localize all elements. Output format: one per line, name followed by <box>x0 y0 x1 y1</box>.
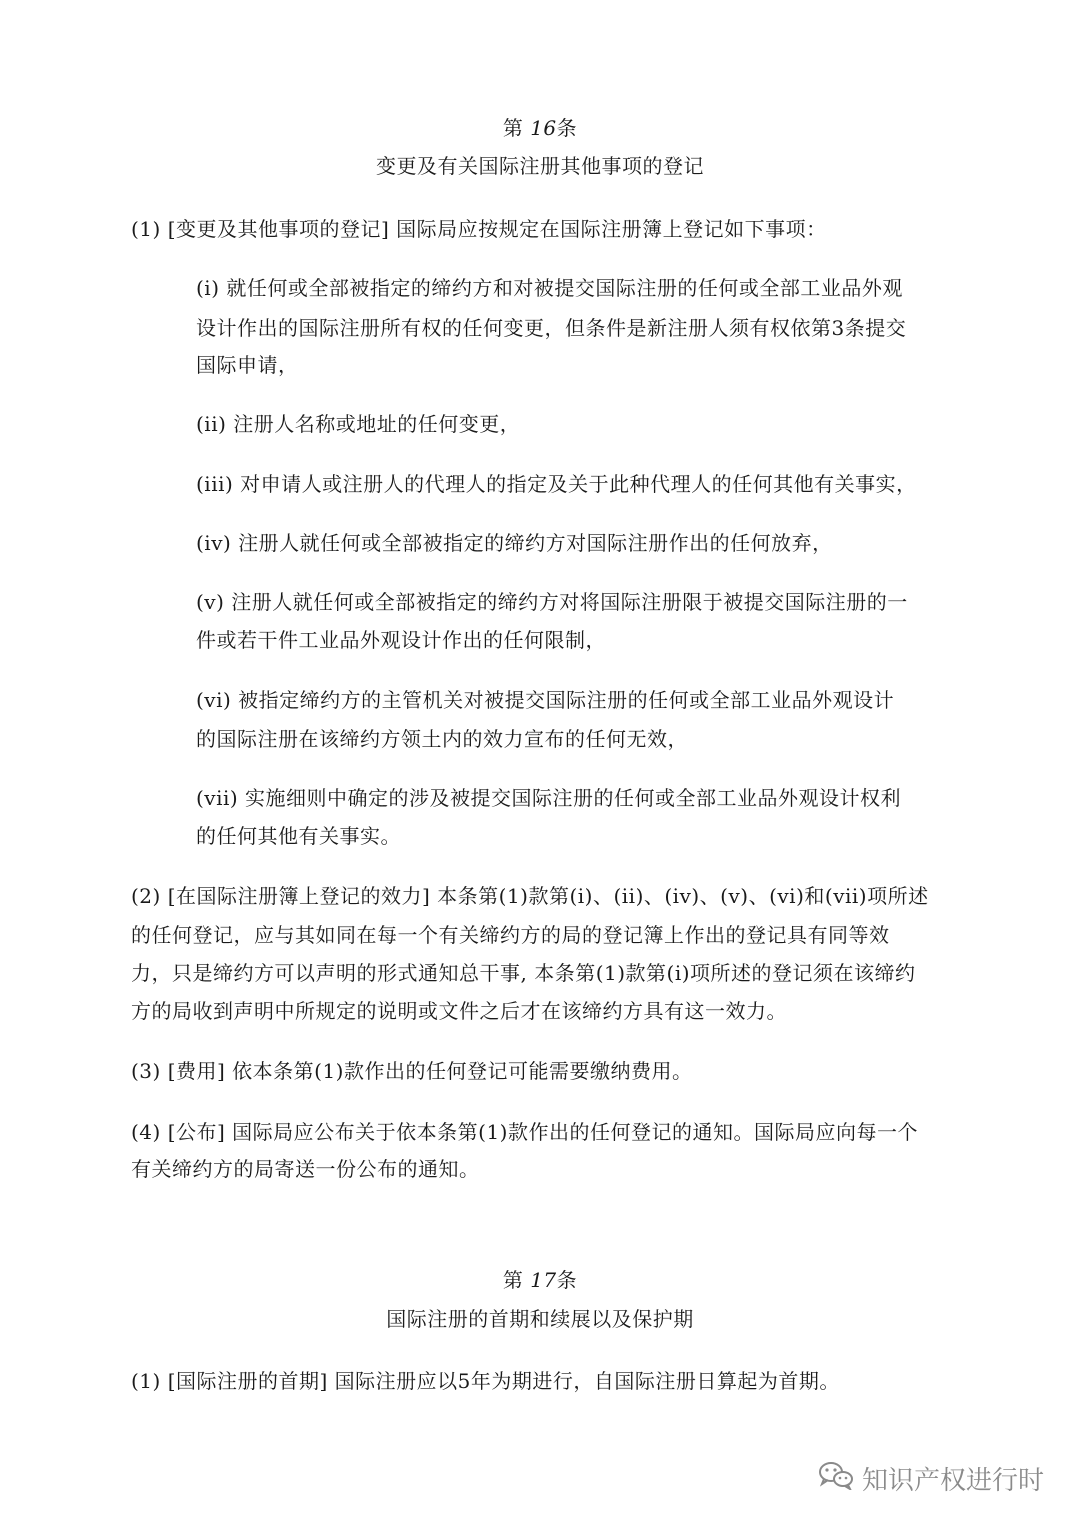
article-16-paragraph-3: (3) [费用] 依本条第(1)款作出的任何登记可能需要缴纳费用。 <box>131 1059 693 1083</box>
article-16-paragraph-2-line-2: 的任何登记，应与其如同在每一个有关缔约方的局的登记簿上作出的登记具有同等效 <box>131 923 890 947</box>
item-i-line-3: 国际申请， <box>196 353 299 377</box>
wechat-icon <box>818 1460 862 1497</box>
article-16-paragraph-2-line-1: (2) [在国际注册簿上登记的效力] 本条第(1)款第(i)、(ii)、(iv)、(v)、(vi)和(vii)项所述 <box>131 884 929 908</box>
article-17-number: 第 17条 <box>502 1268 578 1292</box>
article-16-paragraph-4-line-1: (4) [公布] 国际局应公布关于依本条第(1)款作出的任何登记的通知。国际局应向每一个 <box>131 1120 918 1144</box>
article-16-paragraph-1: (1) [变更及其他事项的登记] 国际局应按规定在国际注册簿上登记如下事项： <box>131 217 827 241</box>
watermark <box>818 1458 1044 1498</box>
item-iv: (iv) 注册人就任何或全部被指定的缔约方对国际注册作出的任何放弃， <box>196 531 833 555</box>
item-vii-line-2: 的任何其他有关事实。 <box>196 824 401 848</box>
article-16-paragraph-2-line-4: 方的局收到声明中所规定的说明或文件之后才在该缔约方具有这一效力。 <box>131 999 787 1023</box>
item-iii: (iii) 对申请人或注册人的代理人的指定及关于此种代理人的任何其他有关事实， <box>196 472 917 496</box>
item-vi-line-2: 的国际注册在该缔约方领土内的效力宣布的任何无效， <box>196 727 688 751</box>
item-vii-line-1: (vii) 实施细则中确定的涉及被提交国际注册的任何或全部工业品外观设计权利 <box>196 786 902 810</box>
article-16-number: 第 16条 <box>502 116 578 140</box>
article-16-title: 变更及有关国际注册其他事项的登记 <box>376 154 704 178</box>
article-16-number-value: 16 <box>530 116 557 140</box>
item-vi-line-1: (vi) 被指定缔约方的主管机关对被提交国际注册的任何或全部工业品外观设计 <box>196 688 895 712</box>
item-ii: (ii) 注册人名称或地址的任何变更， <box>196 412 521 436</box>
item-i-line-1: (i) 就任何或全部被指定的缔约方和对被提交国际注册的任何或全部工业品外观 <box>196 276 903 300</box>
item-i-line-2: 设计作出的国际注册所有权的任何变更，但条件是新注册人须有权依第3条提交 <box>196 316 907 340</box>
article-16-paragraph-2-line-3: 力，只是缔约方可以声明的形式通知总干事, 本条第(1)款第(i)项所述的登记须在该缔约 <box>131 961 916 985</box>
watermark-text: 知识产权进行时 <box>861 1465 1044 1496</box>
article-16-paragraph-4-line-2: 有关缔约方的局寄送一份公布的通知。 <box>131 1157 480 1181</box>
item-v-line-2: 件或若干件工业品外观设计作出的任何限制， <box>196 628 606 652</box>
item-v-line-1: (v) 注册人就任何或全部被指定的缔约方对将国际注册限于被提交国际注册的一 <box>196 590 908 614</box>
article-17-paragraph-1: (1) [国际注册的首期] 国际注册应以5年为期进行，自国际注册日算起为首期。 <box>131 1369 840 1393</box>
article-17-number-value: 17 <box>530 1268 557 1292</box>
article-17-title: 国际注册的首期和续展以及保护期 <box>386 1307 694 1331</box>
